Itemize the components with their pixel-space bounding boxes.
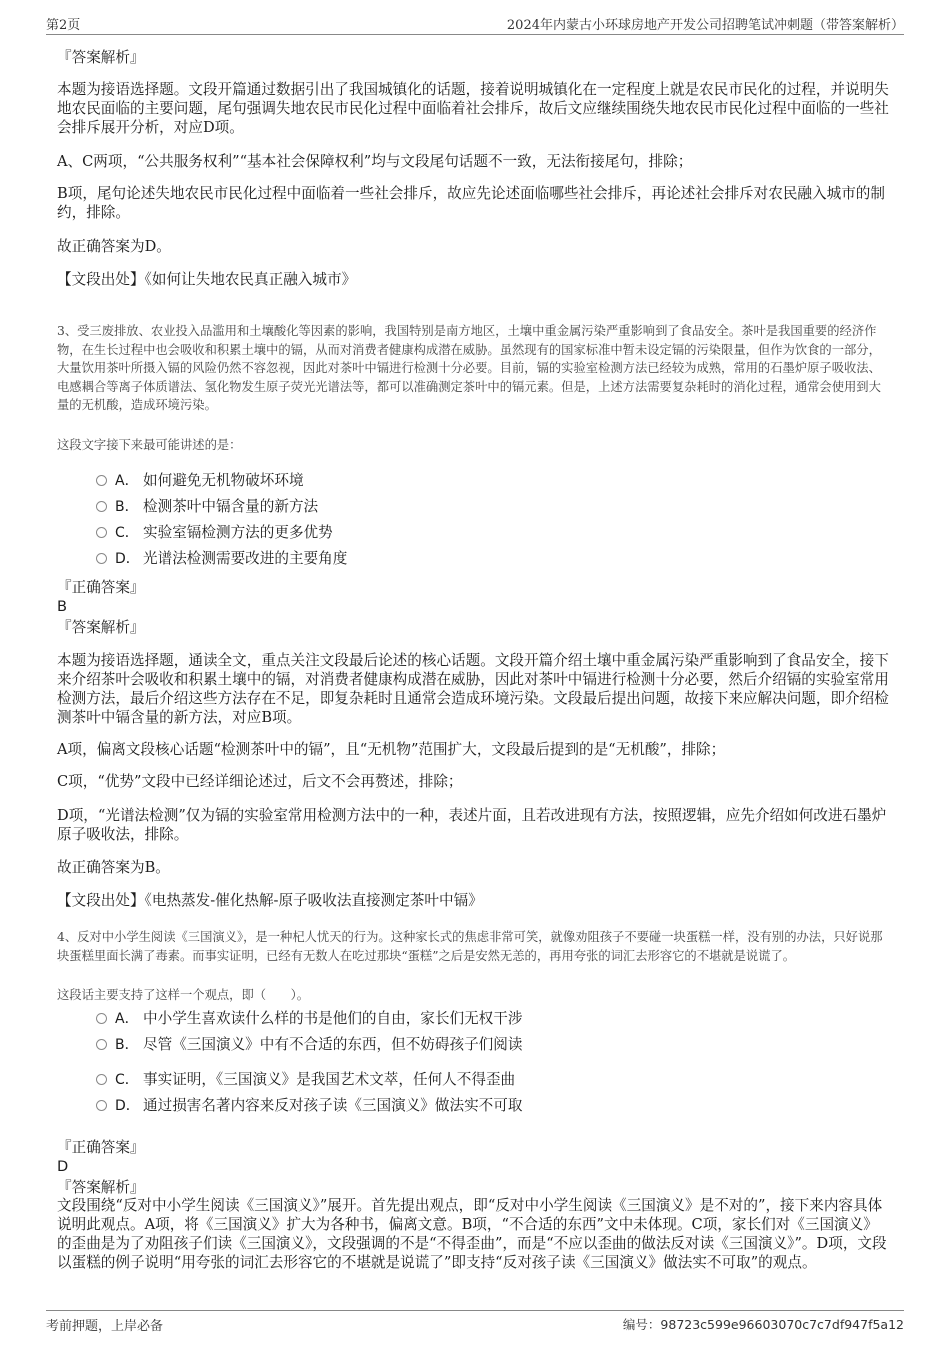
q3-analysis-para4: D项，“光谱法检测”仅为镉的实验室常用检测方法中的一种，表述片面，且若改进现有方法，按照逻辑，应先介绍如何改进石墨炉原子吸收法，排除。 <box>57 807 887 843</box>
option-text: 中小学生喜欢读什么样的书是他们的自由，家长们无权干涉 <box>143 1010 523 1027</box>
q4-option-a[interactable] <box>96 1009 522 1029</box>
q2-analysis-para4: 故正确答案为D。 <box>57 238 171 255</box>
option-letter: C． <box>115 525 139 541</box>
radio-icon[interactable] <box>96 1074 107 1085</box>
radio-icon[interactable] <box>96 1013 107 1024</box>
q3-option-a[interactable] <box>96 471 304 491</box>
option-text: 通过损害名著内容来反对孩子读《三国演义》做法实不可取 <box>143 1097 523 1114</box>
q4-question: 这段话主要支持了这样一个观点，即（ ）。 <box>57 988 310 1002</box>
radio-icon[interactable] <box>96 1100 107 1111</box>
q3-question: 这段文字接下来最可能讲述的是： <box>57 438 242 452</box>
radio-icon[interactable] <box>96 527 107 538</box>
option-text: 实验室镉检测方法的更多优势 <box>143 524 333 541</box>
page-footer <box>46 1310 904 1337</box>
radio-icon[interactable] <box>96 553 107 564</box>
option-text: 光谱法检测需要改进的主要角度 <box>143 550 348 567</box>
q4-answer: D <box>57 1158 69 1175</box>
q3-stem: 3、受三废排放、农业投入品滥用和土壤酸化等因素的影响，我国特别是南方地区，土壤中重金属污染严重影响到了食品安全。茶叶是我国重要的经济作物，在生长过程中也会吸收和积累土壤中的镉，从而对消费者健康构成潜在威胁。虽然现有的国家标准中暂未设定镉的污染限量，但作为饮食的一部分，大量饮用茶叶所摄入镉的风险仍然不容忽视，因此对茶叶中镉进行检测十分必要。目前，镉的实验室检测方法已经较为成熟，常用的石墨炉原子吸收法、电感耦合等离子体质谱法、氢化物发生原子荧光光谱法等，都可以准确测定茶叶中的镉元素。但是，上述方法需要复杂耗时的消化过程，通常会使用到大量的无机酸，造成环境污染。 <box>57 324 881 412</box>
option-letter: D． <box>115 551 140 567</box>
q3-analysis-para1: 本题为接语选择题，通读全文，重点关注文段最后论述的核心话题。文段开篇介绍土壤中重金属污染严重影响到了食品安全，接下来介绍茶叶会吸收和积累土壤中的镉，对消费者健康构成潜在威胁，因此对茶叶中镉进行检测十分必要，然后介绍镉的实验室常用检测方法，最后介绍这些方法存在不足，即复杂耗时且通常会造成环境污染。文段最后提出问题，故接下来应解决问题，即介绍检测茶叶中镉含量的新方法，对应B项。 <box>57 652 889 726</box>
q3-answer-label: 『正确答案』 <box>57 579 145 596</box>
q4-answer-label: 『正确答案』 <box>57 1139 145 1156</box>
q3-option-d[interactable] <box>96 549 347 569</box>
q2-analysis-para2: A、C两项，“公共服务权利”“基本社会保障权利”均与文段尾句话题不一致，无法衔接尾句，排除； <box>57 153 693 170</box>
q3-option-b[interactable] <box>96 497 318 517</box>
page-header <box>46 14 904 35</box>
q3-answer: B <box>57 598 68 615</box>
option-letter: A． <box>115 1011 139 1027</box>
q4-analysis-label: 『答案解析』 <box>57 1179 145 1196</box>
option-letter: C． <box>115 1072 139 1088</box>
footer-slogan: 考前押题，上岸必备 <box>46 1319 164 1334</box>
q4-option-d[interactable] <box>96 1096 522 1116</box>
page-number: 第2页 <box>46 18 81 33</box>
document-code: 编号：98723c599e96603070c7c7df947f5a12 <box>622 1317 904 1332</box>
option-text: 检测茶叶中镉含量的新方法 <box>143 498 319 515</box>
q3-analysis-para3: C项，“优势”文段中已经详细论述过，后文不会再赘述，排除； <box>57 773 463 790</box>
document-title: 2024年内蒙古小环球房地产开发公司招聘笔试冲刺题（带答案解析） <box>506 18 904 33</box>
q3-analysis-label: 『答案解析』 <box>57 619 145 636</box>
q4-analysis: 文段围绕“反对中小学生阅读《三国演义》”展开。首先提出观点，即“反对中小学生阅读《三国演义》是不对的”，接下来内容具体说明此观点。A项，将《三国演义》扩大为各种书，偏离文意。B项，“不合适的东西”文中未体现。C项，家长们对《三国演义》的歪曲是为了劝阻孩子们读《三国演义》，文段强调的不是“不得歪曲”，而是“不应以歪曲的做法反对读《三国演义》”。D项，文段以蛋糕的例子说明“用夸张的词汇去形容它的不堪就是说谎了”即支持“反对孩子读《三国演义》做法实不可取”的观点。 <box>57 1197 887 1271</box>
option-text: 事实证明，《三国演义》是我国艺术文萃，任何人不得歪曲 <box>143 1071 516 1088</box>
q4-stem: 4、反对中小学生阅读《三国演义》，是一种杞人忧天的行为。这种家长式的焦虑非常可笑，就像劝阻孩子不要碰一块蛋糕一样，没有别的办法，只好说那块蛋糕里面长满了毒素。而事实证明，已经有无数人在吃过那块“蛋糕”之后是安然无恙的，再用夸张的词汇去形容它的不堪就是说谎了。 <box>57 930 883 963</box>
option-text: 如何避免无机物破坏环境 <box>143 472 304 489</box>
q2-source: 【文段出处】《如何让失地农民真正融入城市》 <box>57 271 357 288</box>
q4-option-c[interactable] <box>96 1070 515 1090</box>
option-letter: D． <box>115 1098 140 1114</box>
radio-icon[interactable] <box>96 1039 107 1050</box>
option-letter: B． <box>115 499 139 515</box>
option-letter: A． <box>115 473 139 489</box>
radio-icon[interactable] <box>96 501 107 512</box>
q3-source: 【文段出处】《电热蒸发-催化热解-原子吸收法直接测定茶叶中镉》 <box>57 892 483 909</box>
option-text: 尽管《三国演义》中有不合适的东西，但不妨碍孩子们阅读 <box>143 1036 523 1053</box>
q2-analysis-para1: 本题为接语选择题。文段开篇通过数据引出了我国城镇化的话题，接着说明城镇化在一定程度上就是农民市民化的过程，并说明失地农民面临的主要问题，尾句强调失地农民市民化过程中面临着社会排斥，故后文应继续围绕失地农民市民化过程中面临的一些社会排斥展开分析，对应D项。 <box>57 81 889 136</box>
q3-analysis-para2: A项，偏离文段核心话题“检测茶叶中的镉”，且“无机物”范围扩大，文段最后提到的是“无机酸”，排除； <box>57 741 726 758</box>
q3-option-c[interactable] <box>96 523 333 543</box>
q2-analysis-para3: B项，尾句论述失地农民市民化过程中面临着一些社会排斥，故应先论述面临哪些社会排斥，再论述社会排斥对农民融入城市的制约，排除。 <box>57 185 885 221</box>
q4-option-b[interactable] <box>96 1035 522 1055</box>
q2-analysis-label: 『答案解析』 <box>57 49 145 66</box>
radio-icon[interactable] <box>96 475 107 486</box>
q3-analysis-para5: 故正确答案为B。 <box>57 859 170 876</box>
option-letter: B． <box>115 1037 139 1053</box>
